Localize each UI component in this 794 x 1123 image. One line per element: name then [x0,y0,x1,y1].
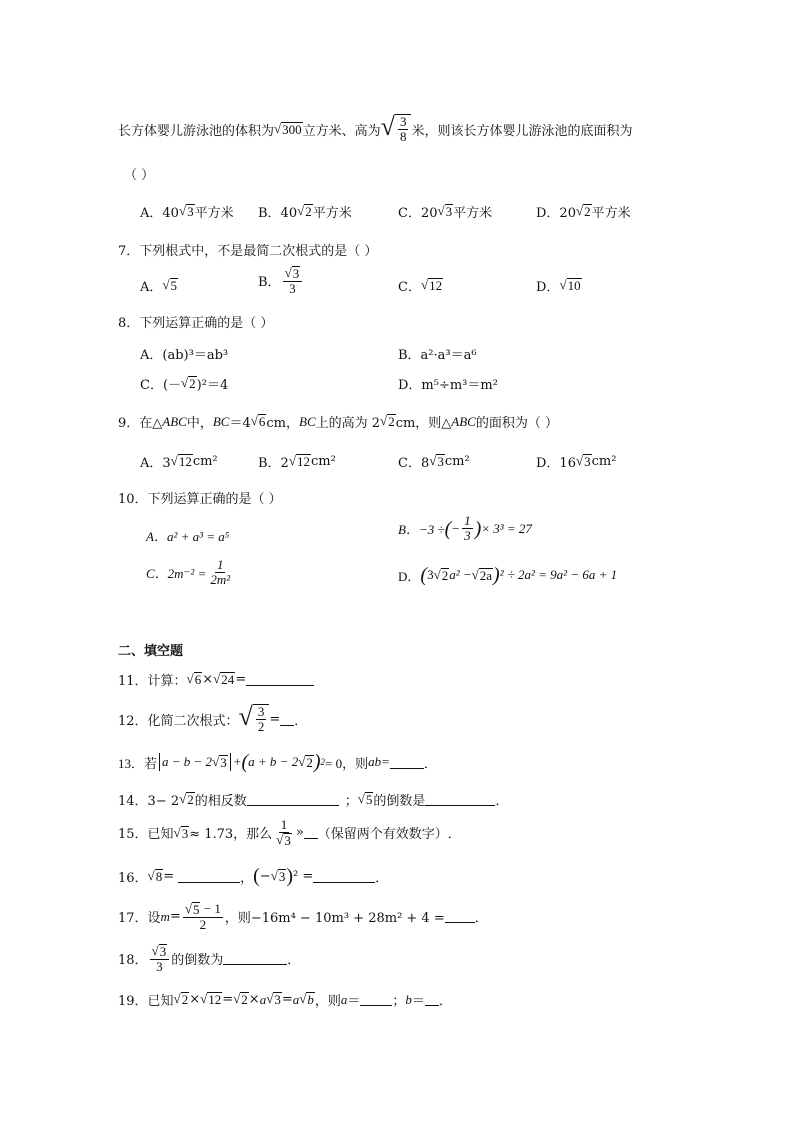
answer-blank[interactable] [280,713,294,726]
q6-option-c: C．20 √ 3 平方米 [398,203,493,221]
question-8-stem: 8．下列运算正确的是（ ） [118,316,274,331]
q6-option-b: B．40 √ 2 平方米 [258,203,352,221]
question-11: 11．计算： √ 6 × √ 24 = [118,670,314,689]
answer-blank[interactable] [223,952,287,965]
answer-blank[interactable] [247,793,339,806]
q9-option-c: C．8 √ 3 cm² [398,453,470,471]
q7-option-d: D． √ 10 [536,277,581,295]
question-7-stem: 7．下列根式中，不是最简二次根式的是（ ） [118,244,378,259]
question-18: 18． √ 3 3 的倒数为 ． [118,943,301,974]
answer-blank[interactable] [178,870,240,883]
answer-blank[interactable] [304,826,318,839]
q8-option-a: A．(ab)³＝ab³ [140,348,229,363]
q6-option-a: A．40 √ 3 平方米 [140,203,234,221]
answer-blank[interactable] [360,993,392,1006]
sqrt-300: √ 300 [274,120,302,137]
q10-option-d: D． ( 3 √ 2 a² − √ 2a ) ² ÷ 2a² = 9a² − 6a + 1 [398,564,618,586]
q9-option-b: B．2 √ 12 cm² [258,453,336,471]
q6-text: 立方米、高为 [302,123,381,139]
answer-blank[interactable] [425,793,495,806]
question-16: 16． √ 8 = ， ( − √ 3 ) ² = ． [118,865,389,887]
answer-blank[interactable] [445,910,475,923]
question-14: 14．3− 2 √ 2 的相反数 ； √ 5 的倒数是 ． [118,791,509,809]
question-15: 15．已知 √ 3 ≈ 1.73，那么 1 √ 3 » （保留两个有效数字） ． [118,817,461,849]
q7-option-b: B． √ 3 3 [258,266,304,296]
q6-paren: （ ） [124,168,155,183]
question-17: 17．设 m = √ 5 − 1 2 ，则−16m⁴ − 10m³ + 28m² + 4 = ． [118,901,488,932]
q8-option-b: B．a²·a³＝a⁶ [398,348,477,363]
q9-option-a: A．3 √ 12 cm² [140,453,218,471]
q7-option-c: C． √ 12 [398,277,443,295]
q9-option-d: D．16 √ 3 cm² [536,453,617,471]
answer-blank[interactable] [390,756,424,769]
q8-option-c: C．(－ √ 2 )²＝4 [140,375,229,393]
question-19: 19．已知 √ 2 × √ 12 = √ 2 × a √ 3 = a √ b ，则 a ＝ ； b ＝ ． [118,991,452,1009]
answer-blank[interactable] [313,870,375,883]
question-6-stem [118,114,632,145]
answer-blank[interactable] [425,993,439,1006]
q6-text: 长方体婴儿游泳池的体积为 [118,123,275,139]
question-12: 12．化简二次根式： √ $\frac{3}{2}$ = ． [118,702,308,735]
question-9-stem: 9．在△ ABC 中， BC ＝4 √ 6 cm， BC 上的高为 2 √ 2 cm，则△ ABC 的面积为（ ） [118,413,558,431]
q10-option-c: C．2m⁻² = $\frac{1}{\text{2m²}}$ [146,557,231,588]
q6-text: 米，则该长方体婴儿游泳池的底面积为 [411,123,633,139]
q6-option-d: D．20 √ 2 平方米 [536,203,631,221]
question-13: 13．若 a − b − 2 √ 3 + ( a + b − 2 √ 2 ) 2 = 0，则 ab = ． [118,751,437,773]
question-10-stem: 10．下列运算正确的是（ ） [118,492,282,507]
section-title-fill-blank: 二、填空题 [118,644,184,659]
q10-option-b: B．−3 ÷ ( − $\frac{1}{3}$ ) × 3³ = 27 [398,513,532,544]
answer-blank[interactable] [246,673,314,686]
q7-option-a: A． √ 5 [140,277,178,295]
q10-option-a: A．a² + a³ = a⁵ [146,529,230,544]
q8-option-d: D．m⁵÷m³＝m² [398,378,498,393]
sqrt-fraction: √ $\frac{3}{8}$ [381,114,412,145]
